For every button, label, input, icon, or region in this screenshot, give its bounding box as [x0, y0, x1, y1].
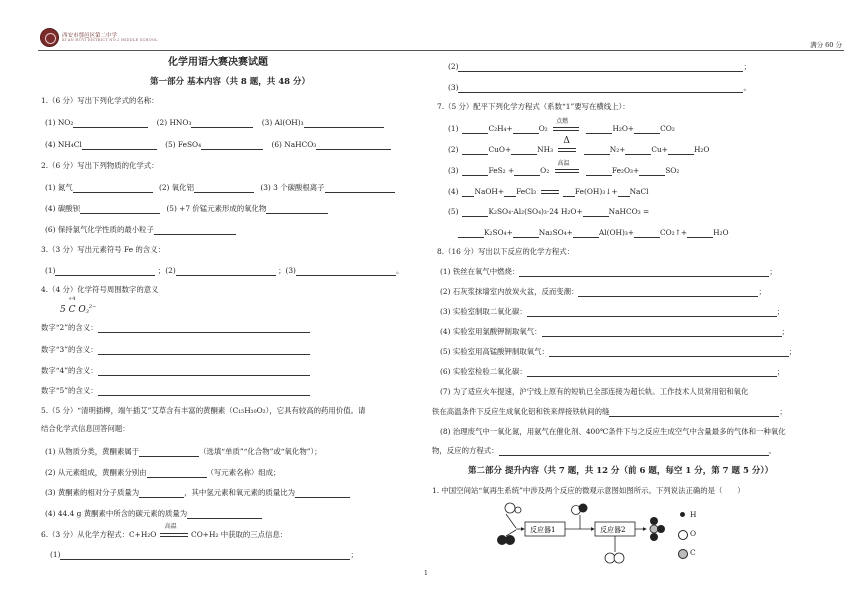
coef-blank[interactable] [513, 125, 539, 134]
eq-term: O₂ [538, 124, 548, 133]
q7-eq2 [448, 136, 710, 155]
eq-num: (3) [448, 166, 459, 175]
answer-blank[interactable] [187, 510, 262, 519]
q4d-label: 数字“5”的含义： [41, 386, 98, 395]
q7-eq5b [458, 228, 729, 238]
reaction-diagram [488, 498, 698, 570]
answer-blank[interactable] [139, 448, 199, 457]
eq-condition [553, 118, 581, 134]
answer-blank[interactable] [458, 84, 743, 93]
coef-blank[interactable] [504, 188, 516, 197]
q4b-label: 数字“3”的含义： [41, 345, 98, 354]
q7-eq4 [448, 187, 649, 197]
eq-term: NaOH+ [474, 187, 505, 196]
eq-num: (4) [448, 187, 459, 196]
eq-term: N₂+ [609, 145, 626, 154]
semicolon: ； [769, 267, 777, 276]
q5-3-label2: ，其中氢元素和氧元素的质量比为 [184, 488, 295, 497]
q5-2-label: (2) 从元素组成，黄酮素分别由 [45, 468, 147, 477]
molecule-right [650, 517, 665, 541]
q6-3 [448, 83, 751, 93]
coef-blank[interactable] [583, 208, 609, 217]
answer-blank[interactable] [295, 489, 350, 498]
semicolon: ； [350, 550, 358, 559]
q1c-label: (3) Al(OH)₃ [261, 118, 304, 127]
answer-blank[interactable] [73, 119, 148, 128]
q2a-label: (1) 氮气 [45, 183, 73, 192]
coef-blank[interactable] [634, 125, 660, 134]
eq-term: NaHCO₃ = [608, 207, 650, 216]
eq-term: Fe₂O₃+ [611, 166, 640, 175]
eq-condition [558, 136, 578, 155]
q8-8b-label: 物，反应的方程式： [432, 446, 499, 455]
q8-2-label: (2) 石灰浆抹墙室内放炭火盆，反而变潮： [440, 287, 579, 296]
part2-heading: 第二部分 提升内容（共 7 题，共 12 分（前 6 题，每空 1 分，第 7 题 5 分）） [468, 466, 774, 476]
school-name-en: XI'AN HUYI DISTRICT NO.2 MIDDLE SCHOOL [62, 38, 158, 42]
q5-stem: 5.（5 分）“清明插柳，端午插艾”艾草含有丰富的黄酮素（C₁₅H₁₀O₂），它具有较高的药用价值。请 [41, 406, 366, 415]
q3b-label: ；(2) [157, 266, 176, 275]
answer-blank[interactable] [82, 141, 157, 150]
coef-blank[interactable] [563, 188, 575, 197]
eq-num: (2) [448, 145, 459, 154]
q5-1-hint: （选填“单质”“化合物”或“氧化物”）； [199, 447, 322, 456]
q6-3-label: (3) [448, 83, 459, 92]
semicolon: ； [776, 307, 785, 316]
answer-blank[interactable] [139, 489, 184, 498]
q8-7b-label: 铁在高温条件下反应生成氧化铝和铁来焊接铁轨间的缝 [432, 407, 610, 416]
q4-d [41, 386, 310, 396]
coef-blank[interactable] [462, 167, 488, 176]
coef-blank[interactable] [618, 188, 630, 197]
semicolon: ； [779, 407, 787, 416]
eq-term: CuO+ [488, 145, 512, 154]
q1e-label: (5) FeSO₄ [165, 140, 202, 149]
molecule-mid-top [572, 504, 588, 515]
coef-blank[interactable] [462, 146, 488, 155]
school-logo [40, 28, 59, 47]
q4-a [41, 323, 310, 333]
q5-1-label: (1) 从物质分类，黄酮素属于 [45, 447, 140, 456]
q1-stem: 1.（6 分）写出下列化学式的名称： [41, 96, 159, 105]
answer-blank[interactable] [549, 348, 789, 357]
eq-term: NaCl [629, 187, 649, 196]
answer-blank[interactable] [73, 184, 153, 193]
coef-blank[interactable] [462, 208, 488, 217]
answer-blank[interactable] [266, 205, 328, 214]
q6-2 [448, 62, 751, 72]
legend-h: H [690, 510, 697, 519]
hydrogen-swatch [680, 512, 685, 517]
eq-condition-text: 点燃 [556, 118, 569, 125]
q7-eq3 [448, 160, 680, 176]
answer-blank[interactable] [304, 119, 384, 128]
q7-stem: 7.（5 分）配平下列化学方程式（系数“1”要写在横线上）： [437, 102, 630, 111]
q6-condition [159, 523, 189, 540]
q8-1-label: (1) 铁丝在氧气中燃烧： [440, 267, 520, 276]
q5-3 [45, 488, 350, 498]
eq-num: (5) [448, 207, 459, 216]
q8-4-label: (4) 实验室用氯酸钾制取氧气： [440, 327, 542, 336]
q1d-label: (4) NH₄Cl [45, 140, 82, 149]
q8-6-label: (6) 实验室检验二氧化碳： [440, 367, 527, 376]
q3-row [45, 266, 403, 276]
period: 。 [395, 266, 404, 275]
eq-term: CO₂ [660, 124, 675, 133]
answer-blank[interactable] [55, 267, 155, 276]
answer-blank[interactable] [147, 469, 207, 478]
semicolon: ； [781, 327, 789, 336]
page-number: 1 [424, 570, 428, 577]
carbon-swatch [678, 549, 688, 559]
eq-term: H₂O+ [612, 124, 635, 133]
eq-term: K₂SO₄+ [484, 228, 513, 237]
q2f-label: (6) 保持氯气化学性质的最小粒子 [45, 225, 154, 234]
answer-blank[interactable] [191, 119, 253, 128]
period: 。 [743, 83, 751, 92]
eq-term: Cu+ [651, 145, 668, 154]
q6-eq-right: CO+H₂ 中获取的三点信息： [191, 530, 288, 539]
q8-stem: 8.（16 分）写出以下反应的化学方程式： [437, 247, 575, 256]
q2-row2 [45, 204, 328, 214]
eq-term: H₂O [693, 145, 710, 154]
q8-3 [440, 307, 784, 317]
eq-term: Fe(OH)₃↓+ [574, 187, 618, 196]
q6a-label: (1) [50, 550, 61, 559]
q2-row1 [45, 183, 395, 193]
coef-blank[interactable] [625, 146, 651, 155]
exam-title: 化学用语大赛决赛试题 [168, 57, 268, 68]
q4-subscript: 3 [85, 309, 89, 315]
coef-blank[interactable] [584, 146, 610, 155]
semicolon: ； [776, 367, 785, 376]
eq-term: C₂H₄+ [488, 124, 513, 133]
coef-blank[interactable] [639, 167, 665, 176]
oxygen-swatch [678, 530, 688, 540]
q4-symbol [60, 296, 97, 317]
answer-blank[interactable] [458, 63, 743, 72]
coef-blank[interactable] [458, 229, 484, 238]
q8-6 [440, 367, 784, 377]
q4-symbol-text: 5 C O [60, 305, 86, 315]
q4-b [41, 345, 310, 355]
answer-blank[interactable] [499, 447, 769, 456]
answer-blank[interactable] [60, 551, 350, 560]
reactor-1-label: 反应器1 [530, 526, 556, 534]
eq-condition [555, 160, 581, 176]
answer-blank[interactable] [98, 324, 310, 333]
q6-eq-left: 6.（3 分）从化学方程式：C+H₂O [41, 530, 157, 539]
q2c-label: (3) 3 个碳酸根离子 [260, 183, 325, 192]
eq-num: (1) [448, 124, 459, 133]
q8-5-label: (5) 实验室用高锰酸钾制取氧气： [440, 347, 549, 356]
q5-4 [45, 509, 262, 519]
q2d-label: (4) 碳酸钡 [45, 204, 80, 213]
q7-eq1 [448, 118, 675, 134]
school-name: 西安市鄠邑区第二中学 [62, 33, 118, 39]
answer-blank[interactable] [578, 288, 758, 297]
legend-o: O [690, 529, 697, 538]
q1b-label: (2) HNO₃ [156, 118, 192, 127]
semicolon: ； [758, 287, 766, 296]
q1-row2 [45, 140, 391, 150]
q2-stem: 2.（6 分）写出下列物质的化学式： [41, 161, 159, 170]
q5-4-label: (4) 44.4 g 黄酮素中所含的碳元素的质量为 [45, 509, 188, 518]
period: 。 [768, 446, 776, 455]
p2q1-stem: 1. 中国空间站“氧再生系统”中涉及两个反应的微观示意图如图所示。下列说法正确的是（ ） [432, 486, 745, 495]
eq-term: FeS₂ + [488, 166, 515, 175]
eq-term: H₂O [713, 228, 729, 237]
answer-blank[interactable] [316, 141, 391, 150]
eq-sign [541, 190, 559, 194]
coef-blank[interactable] [586, 167, 612, 176]
coef-blank[interactable] [511, 146, 537, 155]
q8-4 [440, 327, 789, 337]
eq-term: FeCl₃ [516, 187, 537, 196]
q5-2-hint: （写元素名称）组成； [206, 468, 281, 477]
eq-term: Na₂SO₄+ [538, 228, 573, 237]
q3-stem: 3.（3 分）写出元素符号 Fe 的含义： [41, 245, 165, 254]
semicolon: ； [788, 347, 797, 356]
coef-blank[interactable] [573, 229, 599, 238]
coef-blank[interactable] [462, 125, 488, 134]
q7-eq5a [448, 207, 649, 217]
q5-3-label: (3) 黄酮素的相对分子质量为 [45, 488, 140, 497]
q6-1 [50, 550, 358, 560]
q8-8b [432, 446, 776, 456]
answer-blank[interactable] [542, 328, 782, 337]
q5-2 [45, 468, 280, 478]
molecule-bottom [605, 553, 624, 563]
q4c-label: 数字“4”的含义： [41, 366, 98, 375]
coef-blank[interactable] [462, 188, 474, 197]
answer-blank[interactable] [519, 268, 769, 277]
coef-blank[interactable] [513, 229, 539, 238]
part1-heading: 第一部分 基本内容（共 8 题，共 48 分） [150, 77, 311, 87]
q1-row1 [45, 118, 384, 128]
eq-term: SO₂ [665, 166, 680, 175]
molecule-left-bottom [497, 535, 515, 545]
answer-blank[interactable] [201, 141, 263, 150]
answer-blank[interactable] [98, 387, 310, 396]
q3c-label: ；(3) [278, 266, 296, 275]
coef-blank[interactable] [687, 229, 713, 238]
q4-c [41, 366, 310, 376]
answer-blank[interactable] [296, 267, 396, 276]
q5-stem2: 结合化学式信息回答问题： [41, 424, 130, 433]
heat-symbol: Δ [563, 136, 570, 146]
q4-charge: 2− [88, 304, 97, 310]
q8-7a: (7) 为了适应火车提速，沪宁线上原有的短轨已全部连接为超长轨。工作技术人员常用铝和氧化 [440, 387, 749, 396]
q1f-label: (6) NaHCO₃ [271, 140, 317, 149]
q2e-label: (5) +7 价锰元素形成的氧化物 [166, 204, 267, 213]
answer-blank[interactable] [194, 184, 254, 193]
page-header [38, 28, 844, 51]
eq-term: O₂ [540, 166, 550, 175]
coef-blank[interactable] [586, 125, 612, 134]
q8-3-label: (3) 实验室制取二氧化碳： [440, 307, 527, 316]
q6-condition-text: 高温 [164, 523, 177, 530]
q8-2 [440, 287, 766, 297]
coef-blank[interactable] [634, 229, 660, 238]
eq-term: NH₃ [537, 145, 554, 154]
eq-condition-text: 高温 [557, 160, 570, 167]
q8-8a: (8) 治理废气中一氧化氮，用氨气在催化剂、400℃条件下与之反应生成空气中含量最多的气体和一种氧化 [440, 427, 786, 436]
coef-blank[interactable] [514, 167, 540, 176]
answer-blank[interactable] [98, 367, 310, 376]
answer-blank[interactable] [527, 368, 777, 377]
q4-stem: 4.（4 分）化学符号周围数字的意义 [41, 285, 159, 294]
q1a-label: (1) NO₂ [45, 118, 74, 127]
q3a-label: (1) [45, 266, 56, 275]
reactor-2-label: 反应器2 [600, 526, 626, 534]
answer-blank[interactable] [154, 226, 236, 235]
answer-blank[interactable] [609, 408, 779, 417]
q5-1 [45, 447, 322, 457]
atom-legend [668, 510, 718, 570]
answer-blank[interactable] [80, 205, 160, 214]
q6-stem [41, 523, 288, 540]
q2b-label: (2) 氧化铝 [158, 183, 194, 192]
legend-c: C [690, 548, 696, 557]
q4a-label: 数字“2”的含义： [41, 323, 98, 332]
answer-blank[interactable] [98, 346, 310, 355]
q6-2-label: (2) [448, 62, 459, 71]
eq-term: K₂SO₄·Al₂(SO₄)₃·24 H₂O+ [488, 207, 583, 216]
q8-5 [440, 347, 796, 357]
eq-term: CO₂↑+ [660, 228, 688, 237]
q8-1 [440, 267, 777, 277]
answer-blank[interactable] [176, 267, 276, 276]
q8-7b [432, 407, 787, 417]
coef-blank[interactable] [668, 146, 694, 155]
full-score: 满分 60 分 [810, 41, 842, 49]
q2-row3 [45, 225, 236, 235]
answer-blank[interactable] [325, 184, 395, 193]
semicolon: ； [743, 62, 751, 71]
answer-blank[interactable] [527, 308, 777, 317]
molecule-left-top [505, 503, 521, 513]
q4-valence: +4 [68, 296, 76, 302]
eq-term: Al(OH)₃+ [598, 228, 635, 237]
